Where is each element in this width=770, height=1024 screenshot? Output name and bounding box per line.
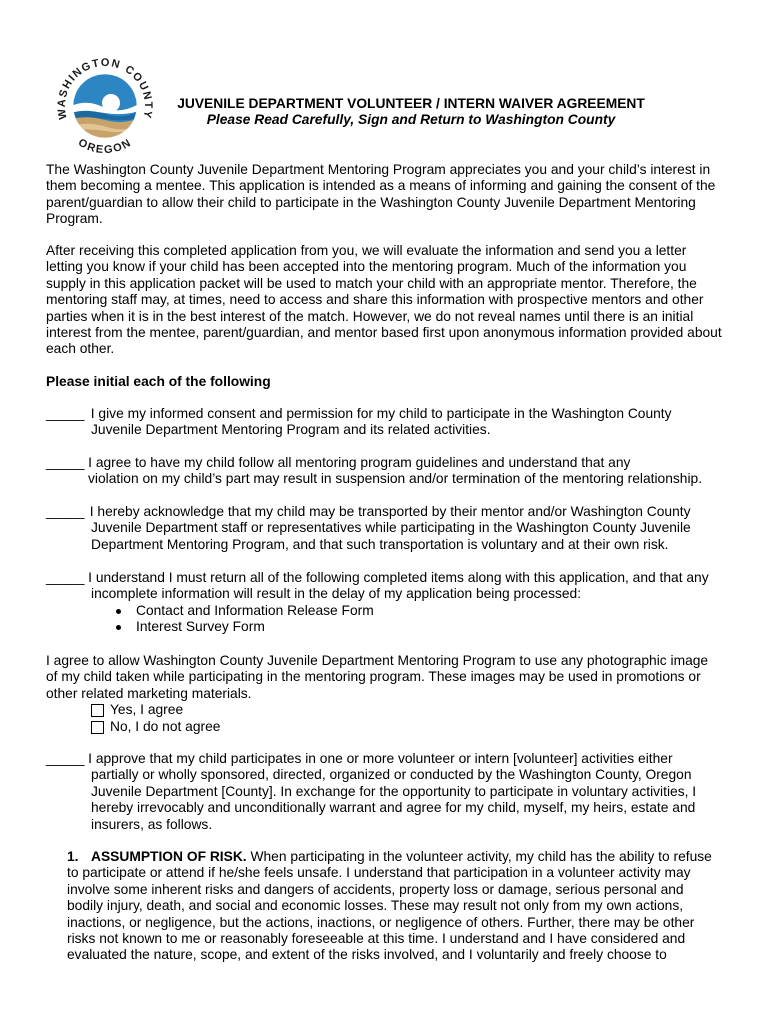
initials-blank[interactable]: _____ (46, 406, 85, 421)
text-line: Juvenile Department [County]. In exchange for the opportunity to participate in voluntary activities, I (91, 783, 697, 799)
yes-option-label: Yes, I agree (110, 702, 184, 718)
document-header (96, 96, 726, 129)
text-line: I agree to allow Washington County Juvenile Department Mentoring Program to use any photographic image (46, 653, 709, 668)
bullet-icon (116, 609, 121, 614)
text-line: parent/guardian to allow their child to participate in the Washington County Juvenile Department Mentoring (46, 194, 696, 210)
initials-blank[interactable]: _____ (46, 570, 85, 585)
initial-item-first-line (46, 504, 691, 520)
text-line: letting you know if your child has been accepted into the mentoring program. Much of the information you (46, 259, 687, 275)
initial-item-first-line (46, 455, 702, 471)
text-line: interest from the mentee, parent/guardian, and mentor based first upon anonymous information provided about (46, 324, 722, 340)
photo-option-yes (46, 702, 708, 718)
photo-release-section (46, 653, 708, 735)
initial-item-consent (46, 406, 672, 439)
initials-heading: Please initial each of the following (46, 374, 271, 389)
text-line: insurers, as follows. (91, 816, 213, 832)
text-line: parties when it is in the best interest of the match. However, we do not reveal names until there is an initial (46, 308, 694, 324)
item-text: I hereby acknowledge that my child may be transported by their mentor and/or Washington County (89, 504, 691, 519)
initial-item-first-line (46, 751, 696, 767)
initials-blank[interactable]: _____ (46, 455, 85, 470)
no-checkbox[interactable] (91, 721, 104, 734)
text-line: supply in this application packet will be used to match your child with an appropriate mentor. Therefore, the (46, 275, 697, 291)
text-line: inactions, or negligence, but the actions, inactions, or negligence of others. Further, there may be other (67, 914, 695, 930)
text-line: hereby irrevocably and unconditionally warrant and agree for my child, myself, my heirs, estate and (91, 800, 696, 816)
initial-item-transportation (46, 504, 691, 553)
bullet-icon (116, 625, 121, 630)
initial-item-guidelines (46, 455, 702, 488)
term-heading: ASSUMPTION OF RISK. (91, 849, 247, 864)
yes-checkbox[interactable] (91, 704, 104, 717)
text-line: each other. (46, 341, 115, 357)
seal-ring-bottom-text: OREGON (76, 136, 134, 157)
term-number: 1. (67, 849, 79, 864)
svg-text:OREGON (76, 137, 134, 157)
initials-blank[interactable]: _____ (46, 751, 85, 766)
photo-option-no (46, 719, 708, 735)
no-option-label: No, I do not agree (110, 718, 221, 734)
text-line: evaluated the nature, scope, and extent of the risks involved, and I voluntarily and freely choose to (67, 947, 667, 963)
list-item (46, 603, 709, 619)
initials-blank[interactable]: _____ (46, 504, 85, 519)
term-first-line (67, 849, 712, 865)
initial-item-first-line (46, 570, 709, 586)
seal-ring-top-text: WASHINGTON COUNTY (55, 56, 155, 121)
list-item (46, 619, 709, 635)
term-text: When participating in the volunteer activity, my child has the ability to refuse (250, 849, 712, 864)
text-line: of my child taken while participating in the mentoring program. These images may be used in promotions or (46, 669, 701, 685)
document-title: JUVENILE DEPARTMENT VOLUNTEER / INTERN WAIVER AGREEMENT (177, 96, 645, 111)
text-line: Program. (46, 211, 103, 227)
text-line: bodily injury, death, and social and economic losses. These may result not only from my own actions, (67, 898, 684, 914)
text-line: Juvenile Department staff or representatives while participating in the Washington County Juvenile (91, 520, 691, 536)
text-line: violation on my child’s part may result in suspension and/or termination of the mentoring relationship. (88, 471, 703, 487)
list-item-label: Contact and Information Release Form (136, 602, 374, 618)
document-subtitle: Please Read Carefully, Sign and Return to Washington County (206, 112, 616, 128)
text-line: partially or wholly sponsored, directed, organized or conducted by the Washington County, Oregon (91, 767, 692, 783)
text-line: After receiving this completed application from you, we will evaluate the information and send you a letter (46, 243, 687, 258)
text-line: risks not known to me or reasonably foreseeable at this time. I understand and I have considered and (67, 930, 686, 946)
program-info-paragraph (46, 243, 722, 358)
initial-item-required-forms (46, 570, 709, 636)
text-line: other related marketing materials. (46, 685, 252, 701)
item-text: I approve that my child participates in one or more volunteer or intern [volunteer] activities either (88, 751, 673, 766)
text-line: Juvenile Department Mentoring Program and its related activities. (91, 422, 491, 438)
item-text: I agree to have my child follow all mentoring program guidelines and understand that any (88, 455, 631, 470)
text-line: Department Mentoring Program, and that such transportation is voluntary and at their own risk. (91, 536, 669, 552)
text-line: mentoring staff may, at times, need to access and share this information with prospective mentors and other (46, 292, 704, 308)
text-line: to participate or attend if he/she feels unsafe. I understand that participation in a volunteer activity may (67, 865, 691, 881)
item-text: I give my informed consent and permission for my child to participate in the Washington County (90, 406, 672, 421)
text-line: incomplete information will result in the delay of my application being processed: (91, 586, 582, 602)
term-assumption-of-risk (67, 849, 712, 964)
list-item-label: Interest Survey Form (136, 619, 265, 635)
initial-item-first-line (46, 406, 672, 422)
text-line: The Washington County Juvenile Department Mentoring Program appreciates you and your child’s interest in (46, 162, 711, 177)
item-text: I understand I must return all of the following completed items along with this application, and that any (88, 570, 709, 585)
initial-item-volunteer-waiver (46, 751, 696, 833)
initials-section (46, 374, 271, 390)
intro-paragraph (46, 162, 715, 228)
text-line: them becoming a mentee. This application is intended as a means of informing and gaining the consent of the (46, 178, 716, 194)
text-line: involve some inherent risks and dangers of accidents, property loss or damage, serious personal and (67, 881, 684, 897)
